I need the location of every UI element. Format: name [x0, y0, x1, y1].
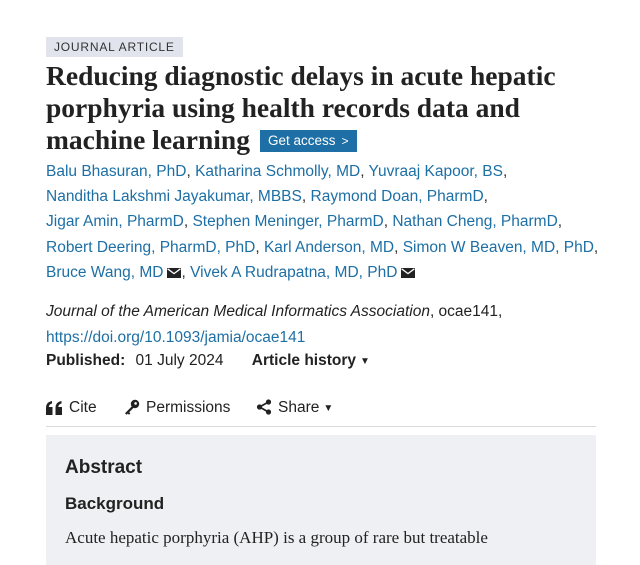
- share-button[interactable]: [256, 397, 333, 420]
- publication-info: [46, 350, 370, 372]
- author-separator: ,: [186, 163, 196, 180]
- quote-icon: [46, 401, 63, 415]
- author-separator: ,: [593, 238, 599, 256]
- chevron-right-icon: >: [341, 134, 349, 148]
- abstract-section: [46, 435, 596, 565]
- author-separator: ,: [360, 163, 369, 180]
- get-access-button[interactable]: [260, 130, 357, 152]
- author-separator: ,: [557, 213, 563, 231]
- author-separator: ,: [483, 188, 488, 206]
- article-title-text: Reducing diagnostic delays in acute hepatic porphyria using health records data and machine learning: [46, 60, 556, 155]
- article-id: , ocae141,: [429, 303, 503, 320]
- divider: [46, 426, 596, 427]
- author-separator: ,: [394, 238, 403, 256]
- caret-down-icon: ▼: [323, 403, 334, 414]
- author-link[interactable]: Simon W Beaven, MD, PhD: [402, 238, 594, 256]
- permissions-button[interactable]: [124, 397, 230, 419]
- author-link[interactable]: Jigar Amin, PharmD: [46, 213, 184, 231]
- author-separator: ,: [181, 263, 191, 281]
- article-tools: [46, 397, 596, 419]
- author-link[interactable]: Nanditha Lakshmi Jayakumar, MBBS: [46, 188, 302, 206]
- journal-citation: [46, 299, 606, 351]
- email-icon[interactable]: [401, 268, 415, 278]
- author-link[interactable]: Nathan Cheng, PharmD: [392, 213, 558, 231]
- author-link[interactable]: Vivek A Rudrapatna, MD, PhD: [190, 263, 398, 281]
- author-separator: ,: [183, 213, 193, 231]
- author-separator: ,: [383, 213, 393, 231]
- permissions-label: Permissions: [146, 399, 231, 416]
- share-icon: [256, 399, 272, 415]
- author-separator: ,: [502, 163, 508, 180]
- author-link[interactable]: Katharina Schmolly, MD: [195, 163, 361, 180]
- article-history-label: Article history: [251, 352, 356, 369]
- journal-name: Journal of the American Medical Informatics Association: [46, 303, 430, 320]
- author-link[interactable]: Bruce Wang, MD: [46, 263, 164, 281]
- published-label: Published:: [46, 352, 126, 369]
- author-link[interactable]: Raymond Doan, PharmD: [310, 188, 484, 206]
- article-title: [46, 60, 596, 156]
- abstract-subheading: Background: [65, 494, 165, 513]
- author-link[interactable]: Karl Anderson, MD: [263, 238, 395, 256]
- article-history-toggle[interactable]: [252, 352, 370, 369]
- key-icon: [124, 399, 140, 415]
- author-link[interactable]: Robert Deering, PharmD, PhD: [46, 238, 256, 256]
- abstract-text: Acute hepatic porphyria (AHP) is a group of rare but treatable: [65, 528, 488, 547]
- author-link[interactable]: Yuvraaj Kapoor, BS: [368, 163, 503, 180]
- cite-label: Cite: [69, 399, 97, 416]
- author-link[interactable]: Balu Bhasuran, PhD: [46, 163, 187, 180]
- doi-link[interactable]: https://doi.org/10.1093/jamia/ocae141: [46, 329, 306, 346]
- author-separator: ,: [301, 188, 311, 206]
- abstract-heading: Abstract: [65, 457, 143, 478]
- author-list: [46, 159, 606, 285]
- article-type-badge: JOURNAL ARTICLE: [46, 37, 183, 57]
- email-icon[interactable]: [167, 268, 181, 278]
- get-access-label: Get access: [267, 133, 336, 148]
- cite-button[interactable]: [46, 397, 97, 419]
- share-label: Share: [278, 399, 320, 416]
- published-date: 01 July 2024: [135, 352, 224, 369]
- author-separator: ,: [255, 238, 264, 256]
- author-link[interactable]: Stephen Meninger, PharmD: [192, 213, 384, 231]
- caret-down-icon: ▼: [360, 356, 370, 367]
